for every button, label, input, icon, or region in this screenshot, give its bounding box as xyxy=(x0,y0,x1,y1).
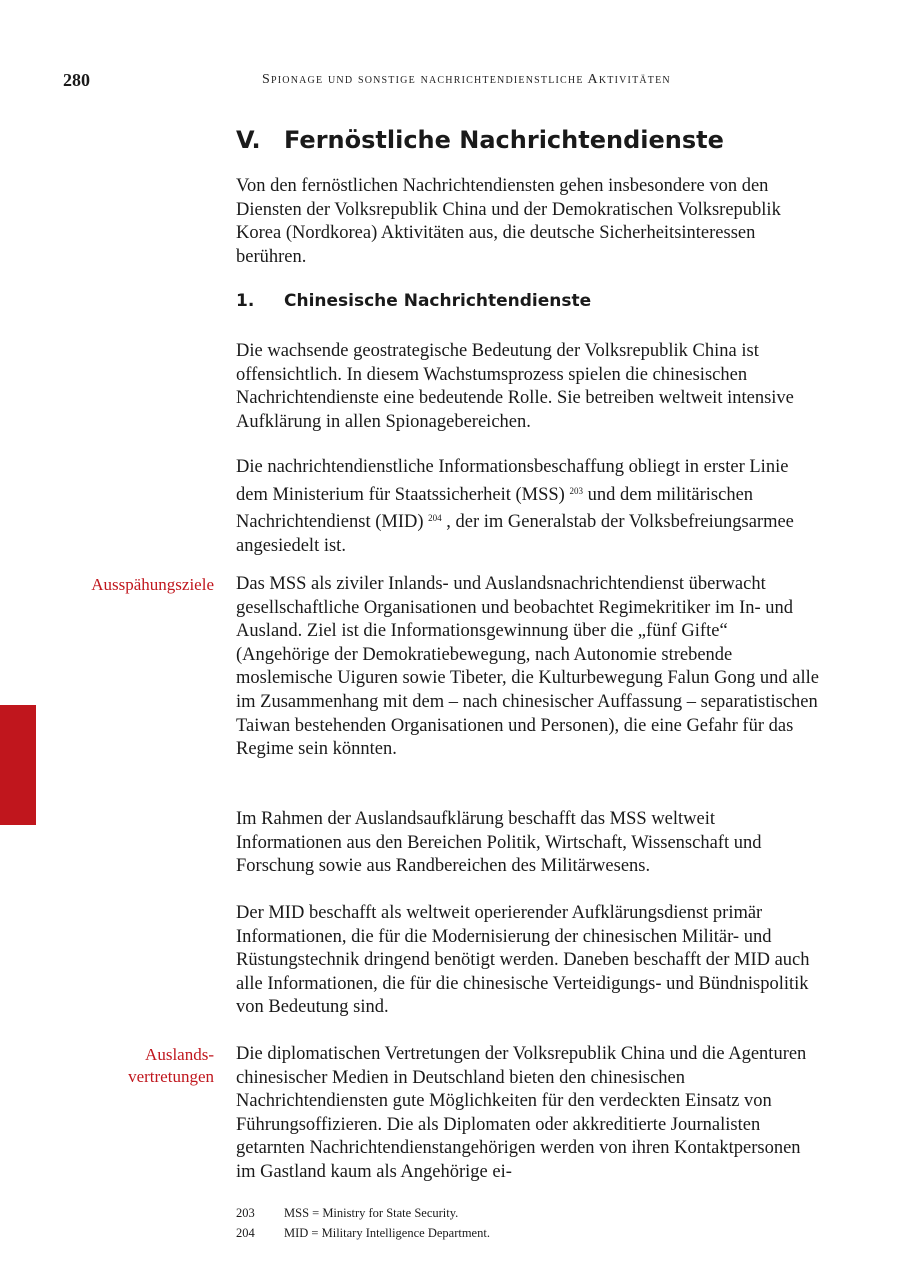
paragraph-geostrategy: Die wachsende geostrategische Bedeutung der Volksrepublik China ist offensichtlich. In diesem Wachstumsprozess spielen die chinesischen Nachrichtendienste eine bedeutende Rolle. Sie betreiben weltweit intensive Aufklärung in allen Spionagebereichen. xyxy=(236,341,794,432)
paragraph-diplomatic: Die diplomatischen Vertretungen der Volksrepublik China und die Agenturen chinesischer Medien in Deutschland bieten den chinesischen Nachrichtendiensten gute Möglichkeiten für den verdeckten Einsatz von Führungsoffizieren. Die als Diplomaten oder akkreditierte Journalisten getarnten Nachrichtendienstangehörigen werden von ihren Kontaktpersonen im Gastland kaum als Angehörige ei- xyxy=(236,1044,807,1182)
paragraph-services-text-a: Die nachrichtendienstliche Informationsbeschaffung obliegt in erster Linie dem Ministerium für Staatssicherheit (MSS) xyxy=(236,457,789,505)
running-header: Spionage und sonstige nachrichtendienstliche Aktivitäten xyxy=(262,72,671,87)
footnote-text: MID = Military Intelligence Department. xyxy=(284,1226,490,1240)
subsection-number: 1. xyxy=(236,291,255,311)
margin-note-embassies-line1: Auslands- xyxy=(145,1045,214,1064)
footnote-text: MSS = Ministry for State Security. xyxy=(284,1206,459,1220)
paragraph-mid: Der MID beschafft als weltweit operierender Aufklärungsdienst primär Informationen, die für die Modernisierung der chinesischen Militär- und Rüstungstechnik dringend benötigt werden. Daneben beschafft der MID auch alle Informationen, die für die chinesische Verteidigungs- und Bündnispolitik von Bedeutung sind. xyxy=(236,903,810,1018)
footnote-number: 203 xyxy=(236,1206,255,1220)
paragraph-mss: Das MSS als ziviler Inlands- und Auslandsnachrichtendienst überwacht gesellschaftliche Organisationen und beobachtet Regimekritiker im In- und Ausland. Ziel ist die Informationsgewinnung über die „fünf Gifte“ (Angehörige der Demokratiebewegung, nach Autonomie strebende moslemische Uiguren sowie Tibeter, die Kulturbewegung Falun Gong und alle im Zusammenhang mit dem – nach chinesischer Auffassung – separatistischen Taiwan bestehenden Organisationen und Personen), die eine Gefahr für das Regime sein könnten. xyxy=(236,574,819,760)
intro-paragraph: Von den fernöstlichen Nachrichtendiensten gehen insbesondere von den Diensten der Volksrepublik China und der Demokratischen Volksrepublik Korea (Nordkorea) Aktivitäten aus, die deutsche Sicherheitsinteressen berühren. xyxy=(236,176,781,267)
page-number: 280 xyxy=(63,70,90,90)
margin-note-targets: Ausspähungsziele xyxy=(91,575,214,594)
subsection-heading xyxy=(236,291,591,311)
margin-note-embassies xyxy=(128,1044,214,1088)
footnote-ref-204[interactable]: 204 xyxy=(428,513,442,524)
section-heading xyxy=(236,126,724,154)
margin-note-embassies-line2: vertretungen xyxy=(128,1067,214,1086)
paragraph-foreign-intel: Im Rahmen der Auslandsaufklärung beschafft das MSS weltweit Informationen aus den Bereichen Politik, Wirtschaft, Wissenschaft und Forschung sowie aus Randbereichen des Militärwesens. xyxy=(236,809,762,877)
footnote xyxy=(236,1225,490,1241)
footnote-ref-203[interactable]: 203 xyxy=(569,485,583,496)
paragraph-services-text-b: und dem militärischen Nachrichtendienst (MID) xyxy=(236,484,754,533)
paragraph-services xyxy=(236,456,821,558)
footnote xyxy=(236,1205,458,1221)
red-thumb-tab xyxy=(0,705,36,825)
footnote-number: 204 xyxy=(236,1226,255,1240)
subsection-title: Chinesische Nachrichtendienste xyxy=(284,291,592,311)
section-number: V. xyxy=(236,126,261,154)
paragraph-services-text-c: , der im Generalstab der Volksbefreiungsarmee angesiedelt ist. xyxy=(236,512,794,556)
section-title: Fernöstliche Nachrichtendienste xyxy=(284,126,724,154)
